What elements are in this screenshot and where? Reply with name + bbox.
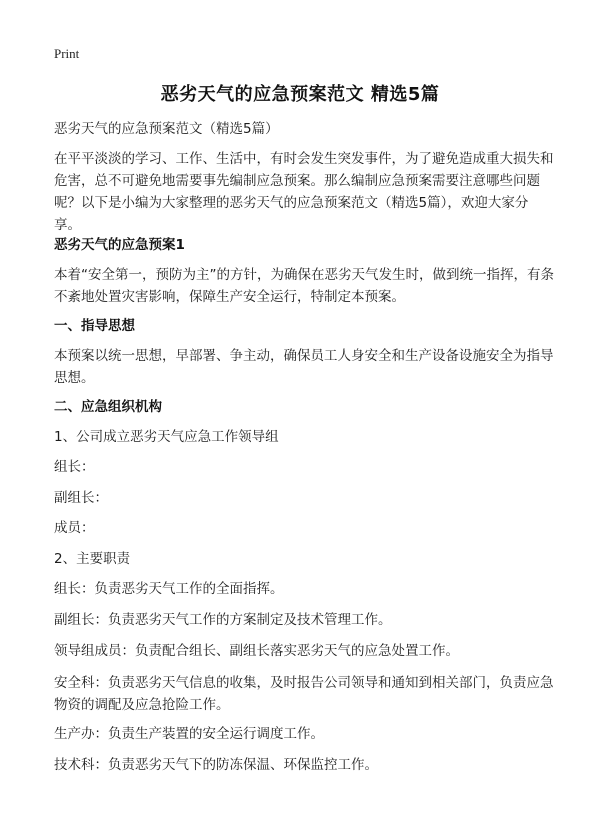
leader-label: 组长： [54, 459, 95, 475]
document-subtitle: 恶劣天气的应急预案范文（精选5篇） [54, 121, 279, 137]
org-item-1: 1、公司成立恶劣天气应急工作领导组 [54, 429, 279, 445]
duty-leader: 组长：负责恶劣天气工作的全面指挥。 [54, 581, 284, 597]
org-heading: 二、应急组织机构 [54, 399, 162, 415]
intro-paragraph: 在平平淡淡的学习、工作、生活中，有时会发生突发事件，为了避免造成重大损失和危害，总不可避免地需要事先编制应急预案。那么编制应急预案需要注意哪些问题呢？以下是小编为大家整理的恶劣天气的应急预案范文（精选5篇），欢迎大家分享。 [54, 151, 554, 233]
section1-body: 本着“安全第一，预防为主”的方针，为确保在恶劣天气发生时，做到统一指挥，有条不紊地处置灾害影响，保障生产安全运行，特制定本预案。 [54, 267, 554, 305]
org-item-2: 2、主要职责 [54, 551, 131, 567]
section1-heading: 恶劣天气的应急预案1 [54, 237, 185, 253]
deputy-label: 副组长： [54, 490, 108, 506]
page-title: 恶劣天气的应急预案范文 精选5篇 [160, 84, 440, 105]
members-label: 成员： [54, 520, 95, 536]
duty-deputy: 副组长：负责恶劣天气工作的方案制定及技术管理工作。 [54, 612, 392, 628]
duty-members: 领导组成员：负责配合组长、副组长落实恶劣天气的应急处置工作。 [54, 643, 459, 659]
guiding-body: 本预案以统一思想，早部署、争主动，确保员工人身安全和生产设备设施安全为指导思想。 [54, 348, 554, 386]
print-link[interactable]: Print [54, 46, 80, 61]
duty-production: 生产办：负责生产装置的安全运行调度工作。 [54, 726, 324, 742]
guiding-heading: 一、指导思想 [54, 318, 135, 334]
duty-tech: 技术科：负责恶劣天气下的防冻保温、环保监控工作。 [54, 757, 378, 773]
duty-safety: 安全科：负责恶劣天气信息的收集，及时报告公司领导和通知到相关部门，负责应急物资的调配及应急抢险工作。 [54, 675, 554, 713]
